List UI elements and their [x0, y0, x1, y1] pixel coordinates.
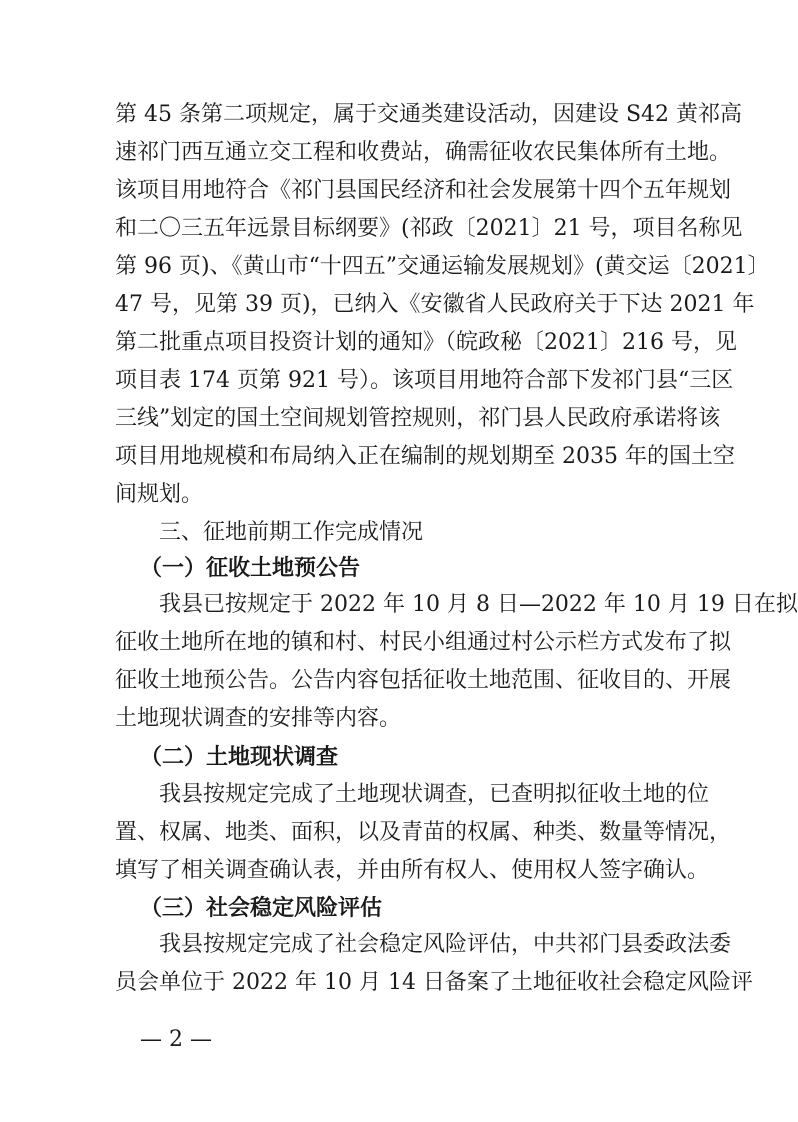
paragraph-line: 该项目用地符合《祁门县国民经济和社会发展第十四个五年规划: [115, 178, 732, 203]
paragraph-line: 征收土地所在地的镇和村、村民小组通过村公示栏方式发布了拟: [115, 630, 732, 655]
paragraph-line: 我县按规定完成了社会稳定风险评估，中共祁门县委政法委: [159, 932, 732, 957]
paragraph-line: 第 45 条第二项规定，属于交通类建设活动，因建设 S42 黄祁高: [115, 102, 743, 127]
paragraph-line: 间规划。: [115, 482, 204, 507]
paragraph-line: 填写了相关调查确认表，并由所有权人、使用权人签字确认。: [115, 858, 710, 883]
paragraph-line: 三线”划定的国土空间规划管控规则，祁门县人民政府承诺将该: [115, 406, 721, 431]
paragraph-line: 项目用地规模和布局纳入正在编制的规划期至 2035 年的国土空: [115, 444, 735, 469]
page-number: — 2 —: [140, 1027, 212, 1052]
paragraph-line: 我县按规定完成了土地现状调查，已查明拟征收土地的位: [159, 782, 710, 807]
subsection-heading: （三）社会稳定风险评估: [140, 895, 383, 921]
subsection-heading: （二）土地现状调查: [140, 744, 339, 770]
paragraph-line: 47 号，见第 39 页)，已纳入《安徽省人民政府关于下达 2021 年: [115, 292, 755, 317]
paragraph-line: 项目表 174 页第 921 号）。该项目用地符合部下发祁门县“三区: [115, 368, 734, 393]
paragraph-line: 置、权属、地类、面积，以及青苗的权属、种类、数量等情况，: [115, 820, 732, 845]
paragraph-line: 速祁门西互通立交工程和收费站，确需征收农民集体所有土地。: [115, 140, 732, 165]
subsection-heading: （一）征收土地预公告: [140, 555, 361, 581]
paragraph-line: 员会单位于 2022 年 10 月 14 日备案了土地征收社会稳定风险评: [115, 970, 753, 995]
paragraph-line: 第二批重点项目投资计划的通知》（皖政秘〔2021〕216 号，见: [115, 330, 737, 355]
paragraph-line: 第 96 页)、《黄山市“十四五”交通运输发展规划》(黄交运〔2021〕: [115, 254, 770, 279]
paragraph-line: 土地现状调查的安排等内容。: [115, 706, 402, 731]
paragraph-line: 我县已按规定于 2022 年 10 月 8 日—2022 年 10 月 19 日在拟: [159, 592, 798, 617]
section-heading: 三、征地前期工作完成情况: [159, 520, 424, 545]
paragraph-line: 征收土地预公告。公告内容包括征收土地范围、征收目的、开展: [115, 668, 732, 693]
paragraph-line: 和二〇三五年远景目标纲要》(祁政〔2021〕21 号，项目名称见: [115, 216, 743, 241]
